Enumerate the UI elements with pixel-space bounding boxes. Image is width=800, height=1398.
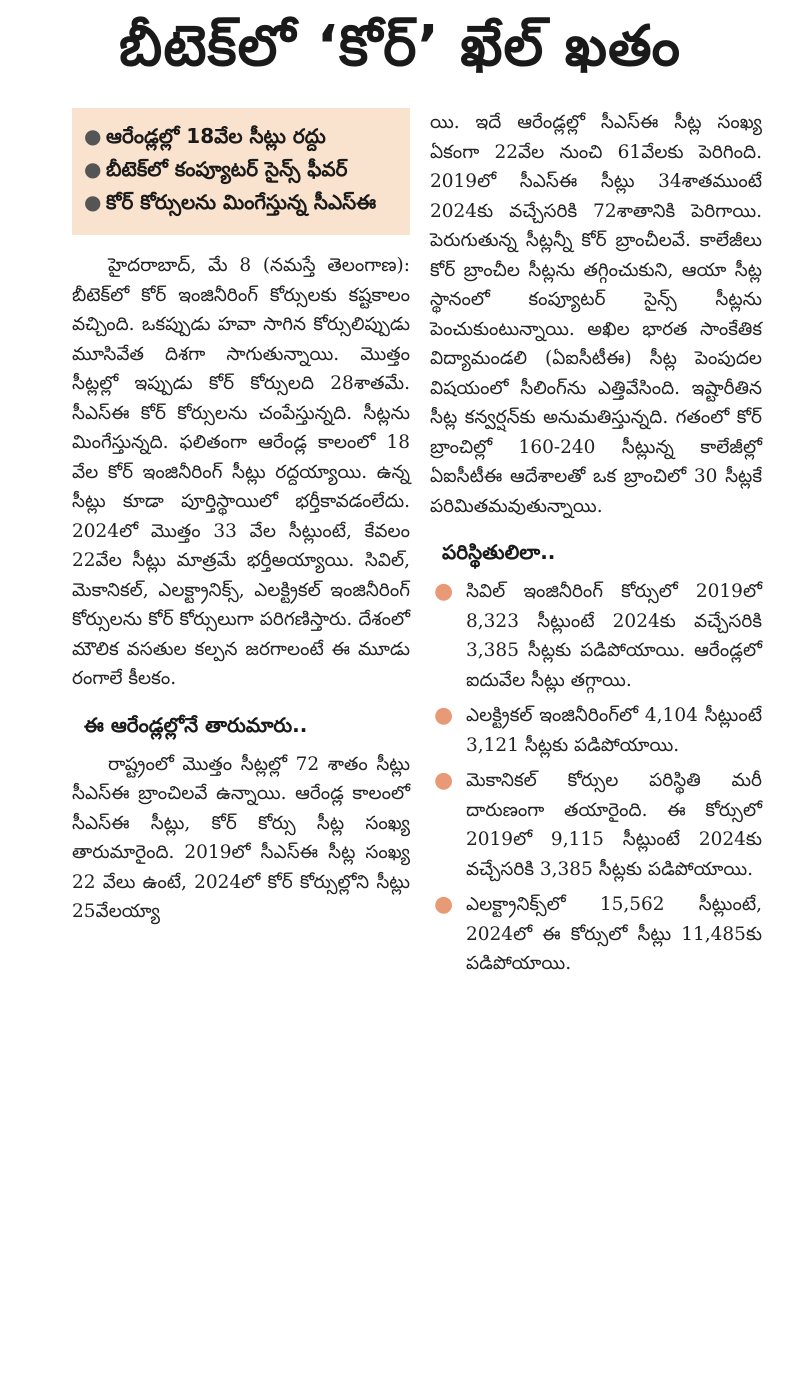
bullet-icon: ● bbox=[434, 579, 454, 604]
highlights-box bbox=[72, 108, 410, 235]
bullet-icon: ● bbox=[434, 768, 454, 793]
list-item bbox=[430, 890, 762, 979]
highlight-text: ఆరేండ్లల్లో 18వేల సీట్లు రద్దు bbox=[106, 124, 326, 148]
list-item bbox=[430, 766, 762, 884]
point-text: సివిల్ ఇంజినీరింగ్ కోర్సులో 2019లో 8,323 సీట్లుంటే 2024కు వచ్చేసరికి 3,385 సీట్లకు పడిపోయాయి. ఆరేండ్లలో ఐదువేల సీట్లు తగ్గాయి. bbox=[466, 581, 762, 691]
paragraph-seat-shift: రాష్ట్రంలో మొత్తం సీట్లల్లో 72 శాతం సీట్లు సీఎస్ఈ బ్రాంచిలవే ఉన్నాయి. ఆరేండ్ల కాలంలో సీఎస్ఈ సీట్లు, కోర్ కోర్సు సీట్ల సంఖ్య తారుమారైంది. 2019లో సీఎస్ఈ సీట్ల సంఖ్య 22 వేలు ఉంటే, 2024లో కోర్ కోర్సుల్లోని సీట్లు 25వేలయ్యా bbox=[72, 753, 410, 922]
highlight-item bbox=[84, 120, 400, 153]
highlight-text: కోర్ కోర్సులను మింగేస్తున్న సీఎస్ఈ bbox=[106, 190, 377, 214]
highlight-item bbox=[84, 186, 400, 219]
headline: బీటెక్‌లో ‘కోర్’ ఖేల్ ఖతం bbox=[119, 14, 681, 79]
list-item bbox=[430, 701, 762, 760]
bullet-icon: ● bbox=[84, 190, 102, 214]
bullet-icon: ● bbox=[84, 157, 102, 181]
right-column bbox=[430, 108, 762, 985]
point-text: ఎలక్ట్రానిక్స్‌లో 15,562 సీట్లుంటే, 2024లో ఈ కోర్సులో సీట్లు 11,485కు పడిపోయాయి. bbox=[466, 894, 762, 974]
highlight-text: బీటెక్‌లో కంప్యూటర్ సైన్స్ ఫీవర్ bbox=[106, 157, 348, 181]
paragraph-seat-shift-continued: యి. ఇదే ఆరేండ్లల్లో సీఎస్ఈ సీట్ల సంఖ్య ఏకంగా 22వేల నుంచి 61వేలకు పెరిగింది. 2019లో సీఎస్ఈ సీట్లు 34శాతముంటే 2024కు వచ్చేసరికి 72శాతానికి పెరిగాయి. పెరుగుతున్న సీట్లన్నీ కోర్ బ్రాంచీలవే. కాలేజీలు కోర్ బ్రాంచీల సీట్లను తగ్గించుకుని, ఆయా సీట్ల స్థానంలో కంప్యూటర్ సైన్స్ సీట్లను పెంచుకుంటున్నాయి. అఖిల భారత సాంకేతిక విద్యామండలి (ఏఐసీటీఈ) సీట్ల పెంపుదల విషయంలో సీలింగ్‌ను ఎత్తివేసింది. ఇష్టారీతిన సీట్ల కన్వర్షన్‌కు అనుమతిస్తున్నది. గతంలో కోర్ బ్రాంచిల్లో 160-240 సీట్లున్న కాలేజీల్లో ఏఐసీటీఈ ఆదేశాలతో ఒక బ్రాంచిలో 30 సీట్లకే పరిమితమవుతున్నాయి. bbox=[430, 112, 762, 517]
bullet-icon: ● bbox=[434, 703, 454, 728]
list-item bbox=[430, 577, 762, 695]
bullet-icon: ● bbox=[84, 124, 102, 148]
left-column bbox=[72, 108, 410, 927]
bullet-icon: ● bbox=[434, 892, 454, 917]
subhead-situation: పరిస్థితులిలా.. bbox=[442, 540, 556, 564]
highlight-item bbox=[84, 153, 400, 186]
point-text: ఎలక్ట్రికల్ ఇంజినీరింగ్‌లో 4,104 సీట్లుంటే 3,121 సీట్లకు పడిపోయాయి. bbox=[466, 705, 762, 756]
point-text: మెకానికల్ కోర్సుల పరిస్థితి మరీ దారుణంగా తయారైంది. ఈ కోర్సులో 2019లో 9,115 సీట్లుంటే 2024కు వచ్చేసరికి 3,385 సీట్లకు పడిపోయాయి. bbox=[466, 770, 762, 880]
subhead-reversal: ఈ ఆరేండ్లల్లోనే తారుమారు.. bbox=[84, 712, 308, 737]
intro-paragraph: హైదరాబాద్, మే 8 (నమస్తే తెలంగాణ): బీటెక్‌లో కోర్ ఇంజినీరింగ్ కోర్సులకు కష్టకాలం వచ్చింది. ఒకప్పుడు హవా సాగిన కోర్సులిప్పుడు మూసివేత దిశగా సాగుతున్నాయి. మొత్తం సీట్లల్లో ఇప్పుడు కోర్ కోర్సులది 28శాతమే. సీఎస్ఈ కోర్ కోర్సులను చంపేస్తున్నది. సీట్లను మింగేస్తున్నది. ఫలితంగా ఆరేండ్ల కాలంలో 18 వేల కోర్ ఇంజినీరింగ్ సీట్లు రద్దయ్యాయి. ఉన్న సీట్లు కూడా పూర్తిస్థాయిలో భర్తీకావడంలేదు. 2024లో మొత్తం 33 వేల సీట్లుంటే, కేవలం 22వేల సీట్లు మాత్రమే భర్తీఅయ్యాయి. సివిల్, మెకానికల్, ఎలక్ట్రానిక్స్, ఎలక్ట్రికల్ ఇంజినీరింగ్ కోర్సులను కోర్ కోర్సులుగా పరిగణిస్తారు. దేశంలో మౌలిక వసతుల కల్పన జరగాలంటే ఈ మూడు రంగాలే కీలకం. bbox=[72, 255, 410, 689]
